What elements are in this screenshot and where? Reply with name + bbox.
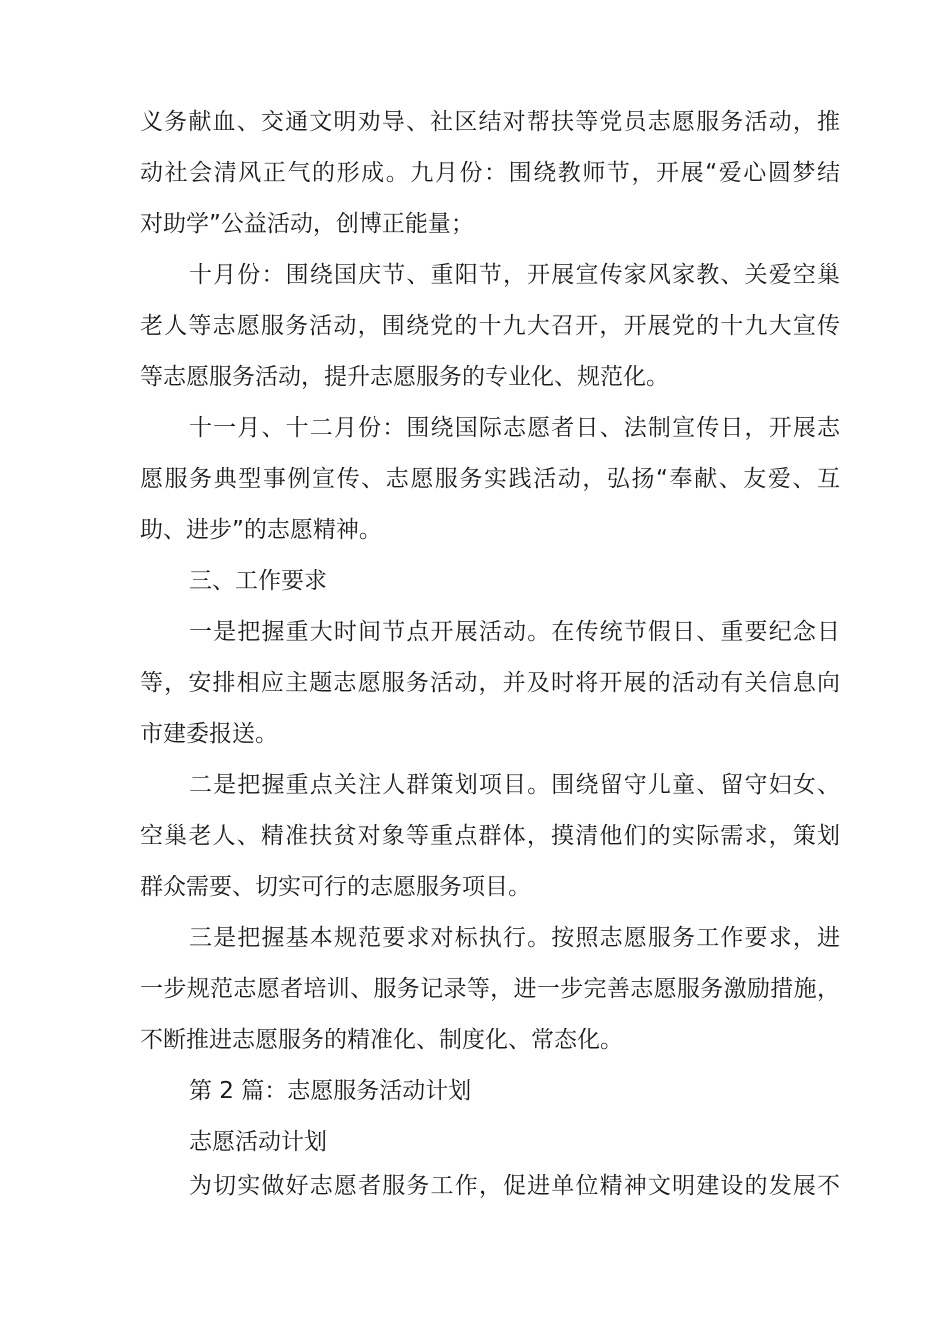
body-text-line: 老人等志愿服务活动，围绕党的十九大召开，开展党的十九大宣传 xyxy=(140,313,840,339)
article-subtitle: 志愿活动计划 xyxy=(189,1129,327,1155)
body-text-line: 空巢老人、精准扶贫对象等重点群体，摸清他们的实际需求，策划 xyxy=(140,823,840,849)
body-text-line: 二是把握重点关注人群策划项目。围绕留守儿童、留守妇女、 xyxy=(189,772,840,798)
body-text-line: 对助学”公益活动，创博正能量； xyxy=(140,211,474,237)
body-text-line: 一步规范志愿者培训、服务记录等，进一步完善志愿服务激励措施， xyxy=(140,976,840,1002)
body-text-line: 不断推进志愿服务的精准化、制度化、常态化。 xyxy=(140,1027,623,1053)
body-text-line: 等，安排相应主题志愿服务活动，并及时将开展的活动有关信息向 xyxy=(140,670,840,696)
body-text-line: 动社会清风正气的形成。九月份：围绕教师节，开展“爱心圆梦结 xyxy=(140,160,840,186)
body-text-line: 三是把握基本规范要求对标执行。按照志愿服务工作要求，进 xyxy=(189,925,840,951)
body-text-line: 群众需要、切实可行的志愿服务项目。 xyxy=(140,874,531,900)
body-text-line: 愿服务典型事例宣传、志愿服务实践活动，弘扬“奉献、友爱、互 xyxy=(140,466,840,492)
article-heading: 第 2 篇：志愿服务活动计划 xyxy=(189,1078,472,1104)
body-text-line: 十一月、十二月份：围绕国际志愿者日、法制宣传日，开展志 xyxy=(189,415,840,441)
body-text-line: 等志愿服务活动，提升志愿服务的专业化、规范化。 xyxy=(140,364,669,390)
body-text-line: 为切实做好志愿者服务工作，促进单位精神文明建设的发展不 xyxy=(189,1173,840,1199)
section-heading: 三、工作要求 xyxy=(189,568,327,594)
body-text-line: 义务献血、交通文明劝导、社区结对帮扶等党员志愿服务活动，推 xyxy=(140,109,840,135)
body-text-line: 市建委报送。 xyxy=(140,721,278,747)
body-text-line: 助、进步”的志愿精神。 xyxy=(140,517,382,543)
body-text-line: 一是把握重大时间节点开展活动。在传统节假日、重要纪念日 xyxy=(189,619,840,645)
body-text-line: 十月份：围绕国庆节、重阳节，开展宣传家风家教、关爱空巢 xyxy=(189,262,840,288)
